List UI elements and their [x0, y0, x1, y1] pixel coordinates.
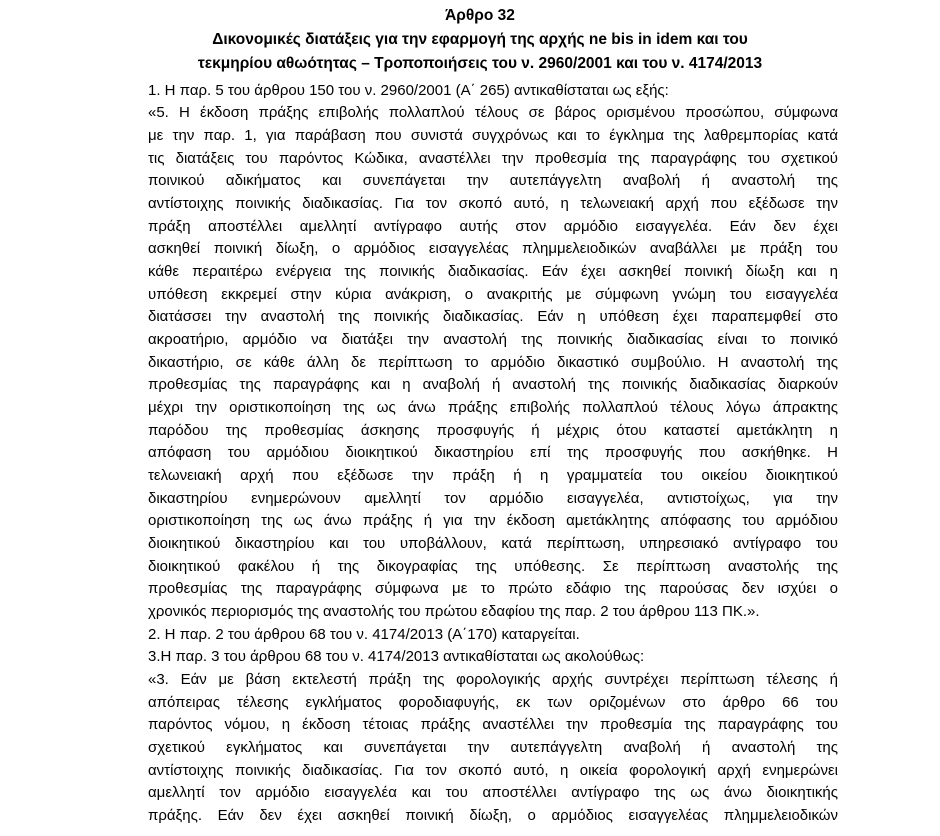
body-line: υπόθεση εκκρεμεί στην κύρια ανάκριση, ο ανακριτής με σύμφωνη γνώμη του εισαγγελέα [148, 286, 838, 303]
body-line: με την παρ. 1, για παράβαση που συνιστά συγχρόνως και το έγκλημα της λαθρεμπορίας κατά [148, 127, 838, 144]
body-line: δικαστήριο, σε κάθε άλλη δε περίπτωση το αρμόδιο δικαστικό συμβούλιο. Η αναστολή της [148, 354, 838, 371]
body-line: τις διατάξεις του παρόντος Κώδικα, αναστέλλει την προθεσμία της παραγράφης του σχετικού [148, 150, 838, 167]
body-line: προθεσμίας της παραγράφης και η αναβολή ή αναστολή της ποινικής διαδικασίας διαρκούν [148, 376, 838, 393]
body-line: τελωνειακή αρχή που εξέδωσε την πράξη ή η γραμματεία του οικείου διοικητικού [148, 467, 838, 484]
body-line: δικαστηρίου ενημερώνουν αμελλητί τον αρμόδιο εισαγγελέα, αντιστοίχως, για την [148, 490, 838, 507]
body-line: προθεσμίας της παραγράφης σύμφωνα με το πρώτο εδάφιο της παρούσας δεν ισχύει ο [148, 580, 838, 597]
body-line: παρόντος νόμου, η έκδοση τέτοιας πράξης αναστέλλει την προθεσμία της παραγράφης του [148, 716, 838, 733]
article-title: Άρθρο 32 [445, 7, 515, 24]
body-line: 1. Η παρ. 5 του άρθρου 150 του ν. 2960/2001 (Α΄ 265) αντικαθίσταται ως εξής: [148, 82, 669, 99]
body-line: χρονικός περιορισμός της αναστολής του πρώτου εδαφίου της παρ. 2 του άρθρου 113 ΠΚ.». [148, 603, 760, 620]
body-line: διατάσσει την αναστολή της ποινικής διαδικασίας. Εάν η υπόθεση έχει παραπεμφθεί στο [148, 308, 838, 325]
body-line: 3.Η παρ. 3 του άρθρου 68 του ν. 4174/2013 αντικαθίσταται ως ακολούθως: [148, 648, 645, 665]
body-line: παρόδου της προθεσμίας άσκησης προσφυγής ή μέχρις ότου καταστεί αμετάκλητη η [148, 422, 838, 439]
body-line: αμελλητί τον αρμόδιο εισαγγελέα και του αποστέλλει αντίγραφο της ως άνω διοικητικής [148, 784, 838, 801]
body-line: οριστικοποίηση της ως άνω πράξης ή για την έκδοση αμετάκλητης απόφασης του αρμόδιου [148, 512, 838, 529]
body-line: απόπειρας τέλεσης εγκλήματος φοροδιαφυγής, εκ των οριζομένων στο άρθρο 66 του [148, 694, 838, 711]
body-line: πράξης. Εάν δεν έχει ασκηθεί ποινική δίωξη, ο αρμόδιος εισαγγελέας πλημμελειοδικών [148, 807, 838, 824]
body-line: «5. Η έκδοση πράξης επιβολής πολλαπλού τέλους σε βάρος ορισμένου προσώπου, σύμφωνα [148, 104, 838, 121]
body-line: διοικητικού φακέλου ή της δικογραφίας της υπόθεσης. Σε περίπτωση αναστολής της [148, 558, 838, 575]
body-line: πράξη αποστέλλει αμελλητί αντίγραφο αυτής στον αρμόδιο εισαγγελέα. Εάν δεν έχει [148, 218, 838, 235]
body-line: απόφαση του αρμόδιου διοικητικού δικαστηρίου επί της προσφυγής που ασκήθηκε. Η [148, 444, 838, 461]
article-subtitle-line-1: Δικονομικές διατάξεις για την εφαρμογή της αρχής ne bis in idem και του [212, 31, 748, 48]
body-line: «3. Εάν με βάση εκτελεστή πράξη της φορολογικής αρχής συντρέχει περίπτωση τέλεσης ή [148, 671, 838, 688]
body-line: μέχρι την οριστικοποίηση της ως άνω πράξης επιβολής πολλαπλού τέλους λόγω άπρακτης [148, 399, 838, 416]
body-line: ασκηθεί ποινική δίωξη, ο αρμόδιος εισαγγελέας πλημμελειοδικών αναβάλλει με πράξη του [148, 240, 838, 257]
article-subtitle-line-2: τεκμηρίου αθωότητας – Τροποποιήσεις του ν. 2960/2001 και του ν. 4174/2013 [197, 55, 763, 72]
body-line: σχετικού εγκλήματος και συνεπάγεται την αυτεπάγγελτη αναβολή ή αναστολή της [148, 739, 838, 756]
body-line: ακροατήριο, αρμόδιο να διατάξει την αναστολή της ποινικής διαδικασίας είναι το ποινικό [148, 331, 838, 348]
body-line: 2. Η παρ. 2 του άρθρου 68 του ν. 4174/2013 (Α΄170) καταργείται. [148, 626, 580, 643]
body-line: διοικητικού δικαστηρίου και του υποβάλλουν, κατά περίπτωση, υπηρεσιακό αντίγραφο του [148, 535, 838, 552]
body-line: ποινικού αδικήματος και συνεπάγεται την αυτεπάγγελτη αναβολή ή αναστολή της [148, 172, 838, 189]
body-line: αντίστοιχης ποινικής διαδικασίας. Για τον σκοπό αυτό, η οικεία φορολογική αρχή ενημερώνει [148, 762, 838, 779]
body-line: αντίστοιχης ποινικής διαδικασίας. Για τον σκοπό αυτό, η τελωνειακή αρχή που εξέδωσε την [148, 195, 838, 212]
body-line: κάθε περαιτέρω ενέργεια της ποινικής διαδικασίας. Εάν έχει ασκηθεί ποινική δίωξη και η [148, 263, 838, 280]
